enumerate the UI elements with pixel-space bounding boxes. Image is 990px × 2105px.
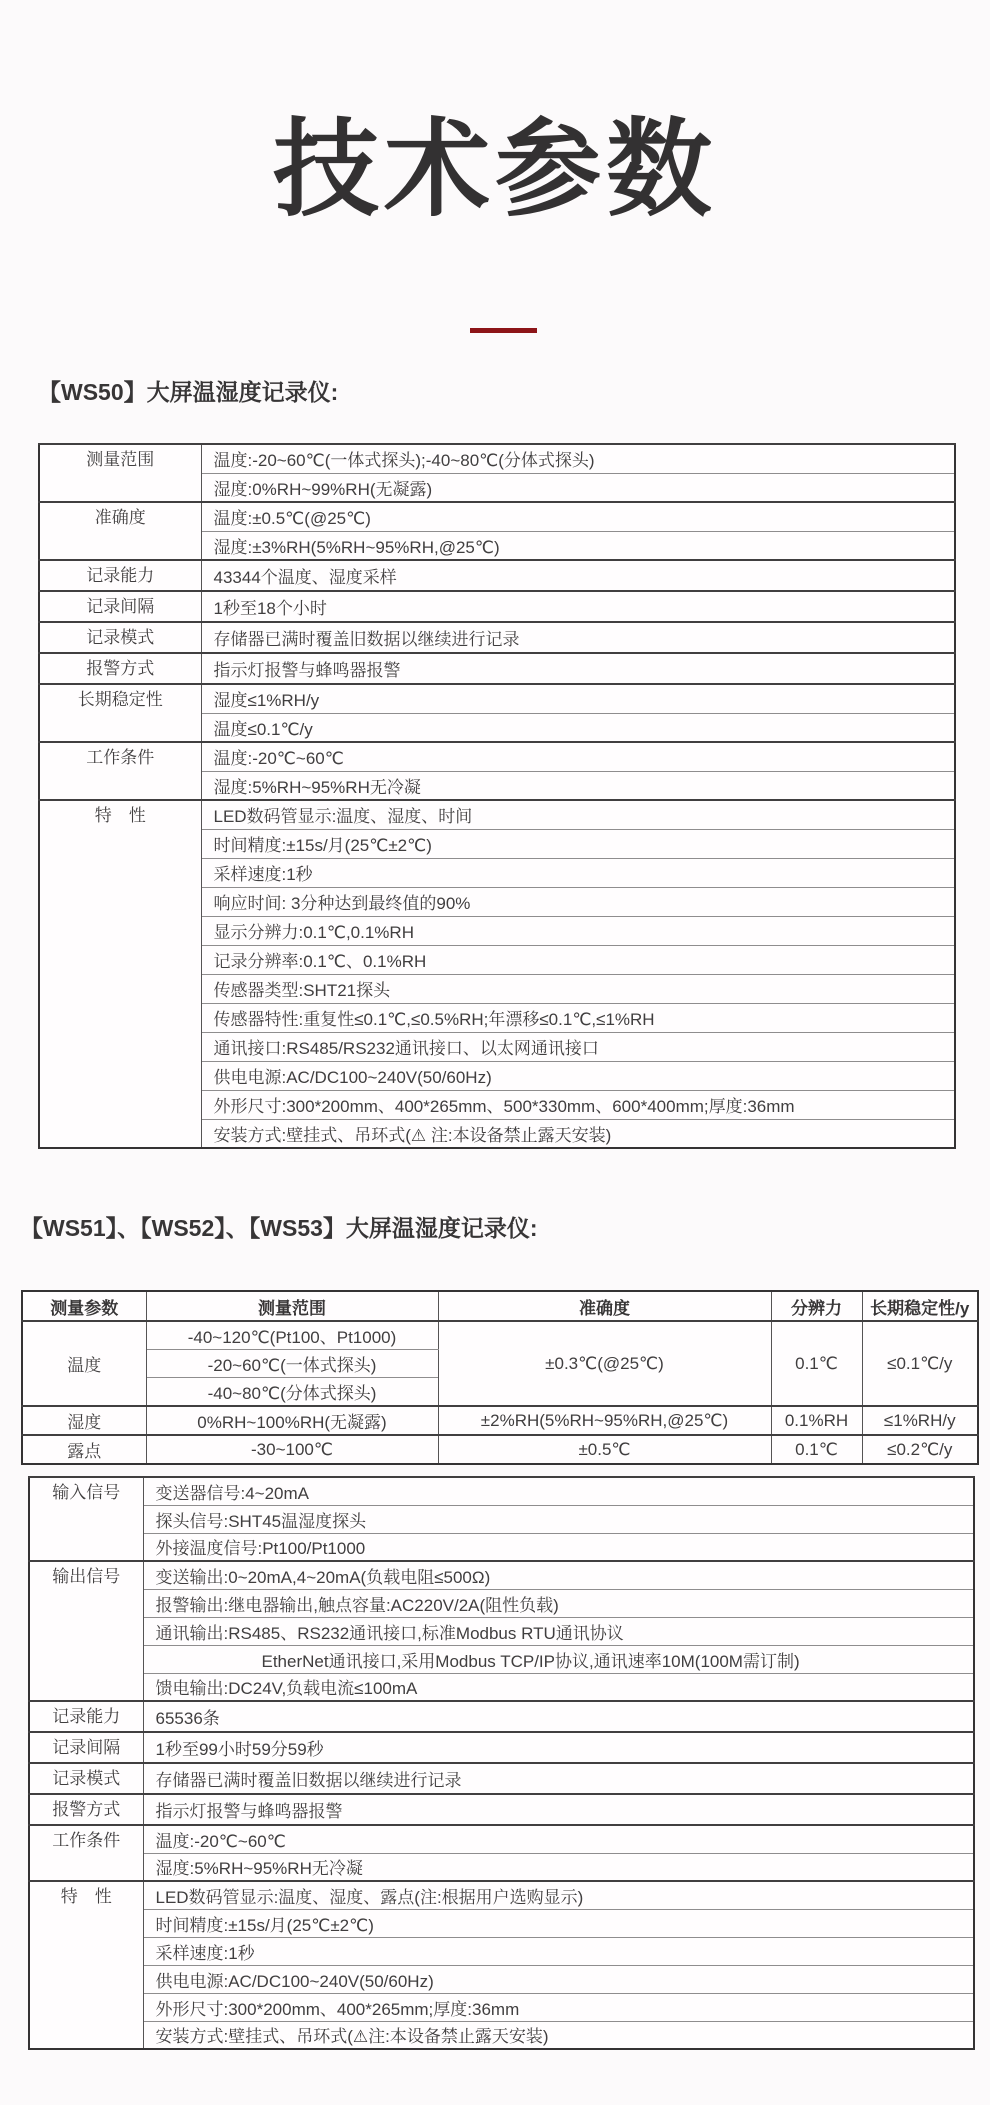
ws51-spec-table-body [29, 1477, 974, 2049]
section-heading-ws51-52-53: 【WS51】、【WS52】、【WS53】大屏温湿度记录仪: [20, 1215, 538, 1241]
spec-label: 工作条件 [39, 742, 201, 800]
spec-value: 湿度≤1%RH/y [201, 684, 955, 713]
spec-row [39, 444, 955, 473]
spec-row [29, 1477, 974, 1505]
spec-value: 显示分辨力:0.1℃,0.1%RH [201, 916, 955, 945]
spec-value: 1秒至18个小时 [201, 591, 955, 622]
spec-value: 记录分辨率:0.1℃、0.1%RH [201, 945, 955, 974]
param-resolution: 0.1℃ [771, 1435, 862, 1464]
param-range: 0%RH~100%RH(无凝露) [146, 1406, 438, 1435]
param-range: -40~80℃(分体式探头) [146, 1378, 438, 1407]
spec-value: 湿度:5%RH~95%RH无冷凝 [143, 1853, 974, 1881]
param-row [22, 1321, 978, 1350]
spec-row [39, 560, 955, 591]
spec-row [29, 1505, 974, 1533]
section-heading-ws50: 【WS50】大屏温湿度记录仪: [38, 379, 339, 405]
title-divider [470, 328, 537, 333]
spec-label: 记录能力 [39, 560, 201, 591]
spec-row [39, 800, 955, 829]
param-range: -40~120℃(Pt100、Pt1000) [146, 1321, 438, 1350]
spec-value: 传感器特性:重复性≤0.1℃,≤0.5%RH;年漂移≤0.1℃,≤1%RH [201, 1003, 955, 1032]
page-title: 技术参数 [273, 111, 717, 229]
spec-row [29, 1533, 974, 1561]
spec-row [29, 1645, 974, 1673]
spec-row [39, 502, 955, 531]
ws51-spec-table [28, 1476, 975, 2050]
spec-value: EtherNet通讯接口,采用Modbus TCP/IP协议,通讯速率10M(100M需订制) [143, 1645, 974, 1673]
spec-value: 湿度:5%RH~95%RH无冷凝 [201, 771, 955, 800]
param-table-header-row [22, 1291, 978, 1321]
param-stability: ≤0.2℃/y [862, 1435, 978, 1464]
spec-value: 湿度:0%RH~99%RH(无凝露) [201, 473, 955, 502]
ws50-spec-table-body [39, 444, 955, 1148]
spec-value: 外形尺寸:300*200mm、400*265mm;厚度:36mm [143, 1993, 974, 2021]
spec-value: 1秒至99小时59分59秒 [143, 1732, 974, 1763]
param-accuracy: ±0.5℃ [438, 1435, 771, 1464]
spec-value: 存储器已满时覆盖旧数据以继续进行记录 [143, 1763, 974, 1794]
spec-value: 温度:±0.5℃(@25℃) [201, 502, 955, 531]
spec-row [29, 1937, 974, 1965]
spec-row [39, 742, 955, 771]
spec-label: 特 性 [29, 1881, 143, 2049]
spec-value: 响应时间: 3分种达到最终值的90% [201, 887, 955, 916]
param-stability: ≤1%RH/y [862, 1406, 978, 1435]
spec-label: 报警方式 [29, 1794, 143, 1825]
spec-value: 湿度:±3%RH(5%RH~95%RH,@25℃) [201, 531, 955, 560]
spec-row [39, 684, 955, 713]
param-table-body [22, 1321, 978, 1464]
spec-row [29, 1763, 974, 1794]
spec-label: 输入信号 [29, 1477, 143, 1561]
spec-value: 指示灯报警与蜂鸣器报警 [143, 1794, 974, 1825]
spec-label: 准确度 [39, 502, 201, 560]
spec-value: 温度:-20℃~60℃ [201, 742, 955, 771]
spec-row [29, 2021, 974, 2049]
spec-value: 温度:-20~60℃(一体式探头);-40~80℃(分体式探头) [201, 444, 955, 473]
param-name: 湿度 [22, 1406, 146, 1435]
spec-value: 安装方式:壁挂式、吊环式(⚠ 注:本设备禁止露天安装) [201, 1119, 955, 1148]
spec-label: 长期稳定性 [39, 684, 201, 742]
spec-row [39, 591, 955, 622]
measurement-param-table [21, 1290, 979, 1465]
param-accuracy: ±0.3℃(@25℃) [438, 1321, 771, 1406]
spec-label: 记录模式 [39, 622, 201, 653]
spec-label: 记录间隔 [29, 1732, 143, 1763]
spec-value: 43344个温度、湿度采样 [201, 560, 955, 591]
ws50-spec-table [38, 443, 956, 1149]
spec-value: LED数码管显示:温度、湿度、露点(注:根据用户选购显示) [143, 1881, 974, 1909]
param-resolution: 0.1%RH [771, 1406, 862, 1435]
spec-value: 温度≤0.1℃/y [201, 713, 955, 742]
param-range: -30~100℃ [146, 1435, 438, 1464]
spec-value: 温度:-20℃~60℃ [143, 1825, 974, 1853]
param-column-header: 测量范围 [146, 1291, 438, 1321]
param-name: 露点 [22, 1435, 146, 1464]
spec-row [29, 1965, 974, 1993]
param-row [22, 1406, 978, 1435]
spec-value: 采样速度:1秒 [201, 858, 955, 887]
spec-value: 安装方式:壁挂式、吊环式(⚠注:本设备禁止露天安装) [143, 2021, 974, 2049]
spec-value: 传感器类型:SHT21探头 [201, 974, 955, 1003]
param-name: 温度 [22, 1321, 146, 1406]
spec-row [29, 1561, 974, 1589]
param-row [22, 1435, 978, 1464]
param-column-header: 长期稳定性/y [862, 1291, 978, 1321]
param-column-header: 准确度 [438, 1291, 771, 1321]
spec-value: 采样速度:1秒 [143, 1937, 974, 1965]
spec-row [29, 1993, 974, 2021]
spec-row [29, 1909, 974, 1937]
spec-value: 时间精度:±15s/月(25℃±2℃) [143, 1909, 974, 1937]
spec-value: 时间精度:±15s/月(25℃±2℃) [201, 829, 955, 858]
spec-row [29, 1617, 974, 1645]
spec-row [29, 1673, 974, 1701]
spec-value: 供电电源:AC/DC100~240V(50/60Hz) [201, 1061, 955, 1090]
spec-row [29, 1701, 974, 1732]
spec-row [39, 653, 955, 684]
spec-value: 外形尺寸:300*200mm、400*265mm、500*330mm、600*400mm;厚度:36mm [201, 1090, 955, 1119]
spec-value: LED数码管显示:温度、湿度、时间 [201, 800, 955, 829]
spec-label: 记录模式 [29, 1763, 143, 1794]
spec-row [29, 1732, 974, 1763]
param-stability: ≤0.1℃/y [862, 1321, 978, 1406]
spec-value: 65536条 [143, 1701, 974, 1732]
spec-value: 通讯输出:RS485、RS232通讯接口,标准Modbus RTU通讯协议 [143, 1617, 974, 1645]
param-column-header: 测量参数 [22, 1291, 146, 1321]
spec-value: 外接温度信号:Pt100/Pt1000 [143, 1533, 974, 1561]
spec-row [29, 1853, 974, 1881]
param-range: -20~60℃(一体式探头) [146, 1350, 438, 1378]
spec-label: 记录间隔 [39, 591, 201, 622]
spec-label: 输出信号 [29, 1561, 143, 1701]
spec-value: 馈电输出:DC24V,负载电流≤100mA [143, 1673, 974, 1701]
param-column-header: 分辨力 [771, 1291, 862, 1321]
spec-value: 存储器已满时覆盖旧数据以继续进行记录 [201, 622, 955, 653]
spec-row [29, 1825, 974, 1853]
spec-value: 供电电源:AC/DC100~240V(50/60Hz) [143, 1965, 974, 1993]
param-resolution: 0.1℃ [771, 1321, 862, 1406]
spec-value: 变送输出:0~20mA,4~20mA(负载电阻≤500Ω) [143, 1561, 974, 1589]
spec-label: 工作条件 [29, 1825, 143, 1881]
param-accuracy: ±2%RH(5%RH~95%RH,@25℃) [438, 1406, 771, 1435]
spec-label: 报警方式 [39, 653, 201, 684]
spec-row [29, 1589, 974, 1617]
spec-row [39, 622, 955, 653]
spec-row [29, 1881, 974, 1909]
spec-row [29, 1794, 974, 1825]
spec-label: 特 性 [39, 800, 201, 1148]
spec-value: 变送器信号:4~20mA [143, 1477, 974, 1505]
spec-label: 测量范围 [39, 444, 201, 502]
spec-value: 报警输出:继电器输出,触点容量:AC220V/2A(阻性负载) [143, 1589, 974, 1617]
spec-value: 通讯接口:RS485/RS232通讯接口、以太网通讯接口 [201, 1032, 955, 1061]
spec-value: 探头信号:SHT45温湿度探头 [143, 1505, 974, 1533]
spec-value: 指示灯报警与蜂鸣器报警 [201, 653, 955, 684]
spec-label: 记录能力 [29, 1701, 143, 1732]
